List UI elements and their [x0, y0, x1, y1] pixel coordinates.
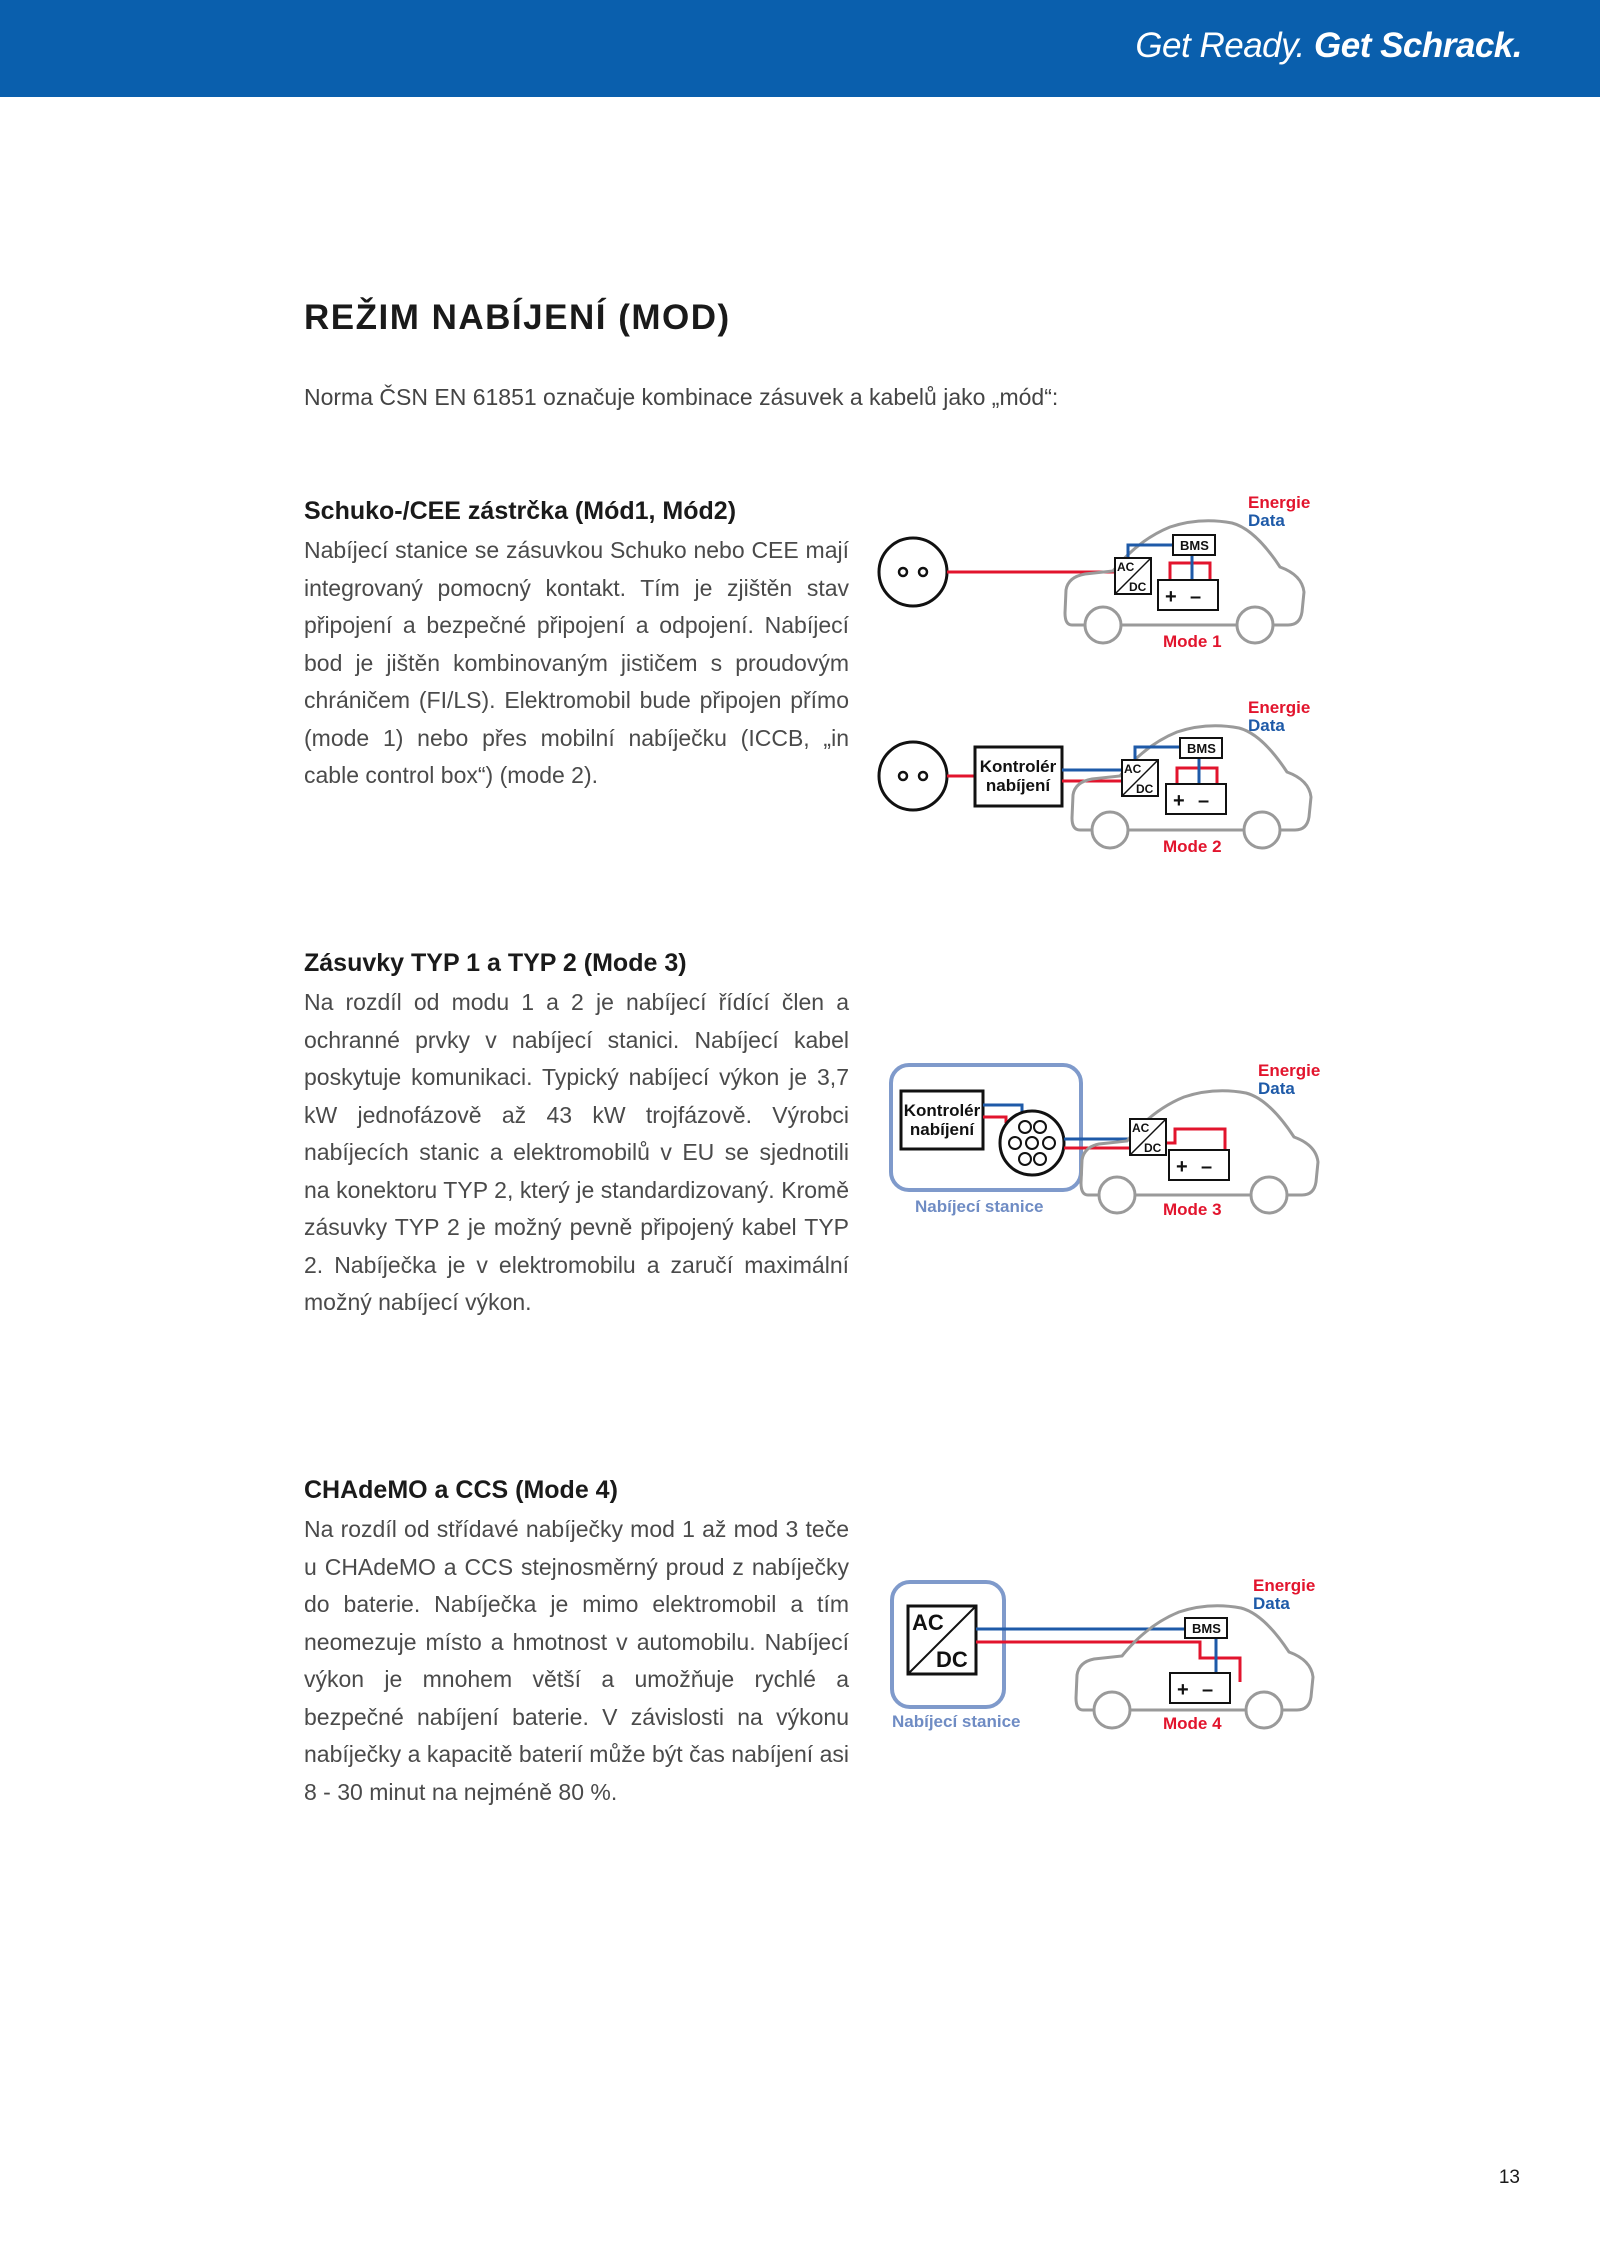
converter-dc-label: DC	[1129, 580, 1147, 594]
header-banner	[0, 0, 1600, 97]
legend-energy: Energie	[1258, 1061, 1321, 1080]
schuko-socket-icon	[879, 742, 947, 810]
bms-label: BMS	[1187, 741, 1216, 756]
converter-ac-label: AC	[1132, 1121, 1150, 1135]
converter-ac-label: AC	[912, 1610, 944, 1635]
energy-line	[1160, 563, 1210, 581]
diagram-mode-1	[870, 485, 1320, 655]
section-mode-1-2	[304, 497, 849, 795]
legend-energy: Energie	[1248, 493, 1311, 512]
converter-ac-label: AC	[1117, 560, 1135, 574]
mode-label: Mode 4	[1163, 1714, 1222, 1733]
converter-dc-label: DC	[1144, 1141, 1162, 1155]
mode-label: Mode 2	[1163, 837, 1222, 856]
battery-plus: +	[1173, 790, 1185, 812]
battery-minus: –	[1190, 586, 1202, 608]
legend-data: Data	[1248, 716, 1285, 735]
bms-label: BMS	[1192, 1621, 1221, 1636]
converter-ac-label: AC	[1124, 762, 1142, 776]
legend-energy: Energie	[1253, 1576, 1316, 1595]
legend-data: Data	[1258, 1079, 1295, 1098]
wheel-icon	[1244, 812, 1280, 848]
page-title: REŽIM NABÍJENÍ (MOD)	[304, 298, 731, 337]
controller-label-line2: nabíjení	[985, 776, 1051, 795]
section-body: Na rozdíl od modu 1 a 2 je nabíjecí řídící člen a ochranné prvky v nabíjecí stanici. Nabíjecí kabel poskytuje komunikaci. Typický nabíjecí výkon je 3,7 kW jednofázově až 43 kW trojfázově. Výrobci nabíjecích stanic a elektromobilů v EU se sjednotili na konektoru TYP 2, který je standardizovaný. Kromě zásuvky TYP 2 je možný pevně připojený kabel TYP 2. Nabíječka je v elektromobilu a zaručí maximální možný nabíjecí výkon.	[304, 989, 849, 1315]
wheel-icon	[1251, 1177, 1287, 1213]
battery-minus: –	[1202, 1679, 1214, 1701]
diagram-mode-4	[880, 1570, 1330, 1745]
diagram-mode-2	[870, 690, 1320, 860]
tagline-bold: Get Schrack.	[1314, 26, 1522, 65]
schuko-socket-icon	[879, 538, 947, 606]
mode-label: Mode 1	[1163, 632, 1222, 651]
diagram-mode-3	[885, 1055, 1335, 1230]
header-tagline	[1135, 26, 1522, 66]
battery-plus: +	[1165, 586, 1177, 608]
mode-label: Mode 3	[1163, 1200, 1222, 1219]
page-number: 13	[1498, 2167, 1520, 2188]
wheel-icon	[1099, 1177, 1135, 1213]
wheel-icon	[1085, 607, 1121, 643]
tagline-regular: Get Ready.	[1135, 26, 1305, 65]
battery-minus: –	[1201, 1156, 1213, 1178]
wheel-icon	[1092, 812, 1128, 848]
battery-minus: –	[1198, 790, 1210, 812]
controller-label-line2: nabíjení	[909, 1120, 975, 1139]
section-body: Nabíjecí stanice se zásuvkou Schuko nebo CEE mají integrovaný pomocný kontakt. Tím je zjištěn stav připojení a bezpečné připojení a odpojení. Nabíjecí bod je jištěn kombinovaným jističem s proudovým chráničem (FI/LS). Elektromobil bude připojen přímo (mode 1) nebo přes mobilní nabíječku (ICCB, „in cable control box“) (mode 2).	[304, 537, 849, 788]
converter-dc-label: DC	[936, 1647, 968, 1672]
section-mode-4	[304, 1476, 849, 1811]
legend-energy: Energie	[1248, 698, 1311, 717]
energy-line	[983, 1117, 1006, 1123]
legend-data: Data	[1253, 1594, 1290, 1613]
section-title: CHAdeMO a CCS (Mode 4)	[304, 1476, 618, 1504]
station-label: Nabíjecí stanice	[915, 1197, 1044, 1216]
wheel-icon	[1246, 1692, 1282, 1728]
converter-dc-label: DC	[1136, 782, 1154, 796]
wheel-icon	[1237, 607, 1273, 643]
controller-label-line1: Kontrolér	[903, 1101, 981, 1120]
bms-label: BMS	[1180, 538, 1209, 553]
intro-text: Norma ČSN EN 61851 označuje kombinace zásuvek a kabelů jako „mód“:	[304, 384, 1059, 410]
battery-plus: +	[1176, 1156, 1188, 1178]
legend-data: Data	[1248, 511, 1285, 530]
section-title: Zásuvky TYP 1 a TYP 2 (Mode 3)	[304, 949, 687, 977]
section-mode-3	[304, 949, 849, 1322]
controller-label-line1: Kontrolér	[979, 757, 1057, 776]
section-title: Schuko-/CEE zástrčka (Mód1, Mód2)	[304, 497, 737, 525]
wheel-icon	[1094, 1692, 1130, 1728]
section-body: Na rozdíl od střídavé nabíječky mod 1 až mod 3 teče u CHAdeMO a CCS stejnosměrný proud z nabíječky do baterie. Nabíječka je mimo elektromobil a tím neomezuje místo a hmotnost v automobilu. Nabíjecí výkon je mnohem větší a umožňuje rychlé a bezpečné nabíjení baterie. V závislosti na výkonu nabíječky a kapacitě baterií může být čas nabíjení asi 8 - 30 minut na nejméně 80 %.	[304, 1516, 849, 1805]
station-label: Nabíjecí stanice	[892, 1712, 1021, 1731]
battery-plus: +	[1177, 1679, 1189, 1701]
